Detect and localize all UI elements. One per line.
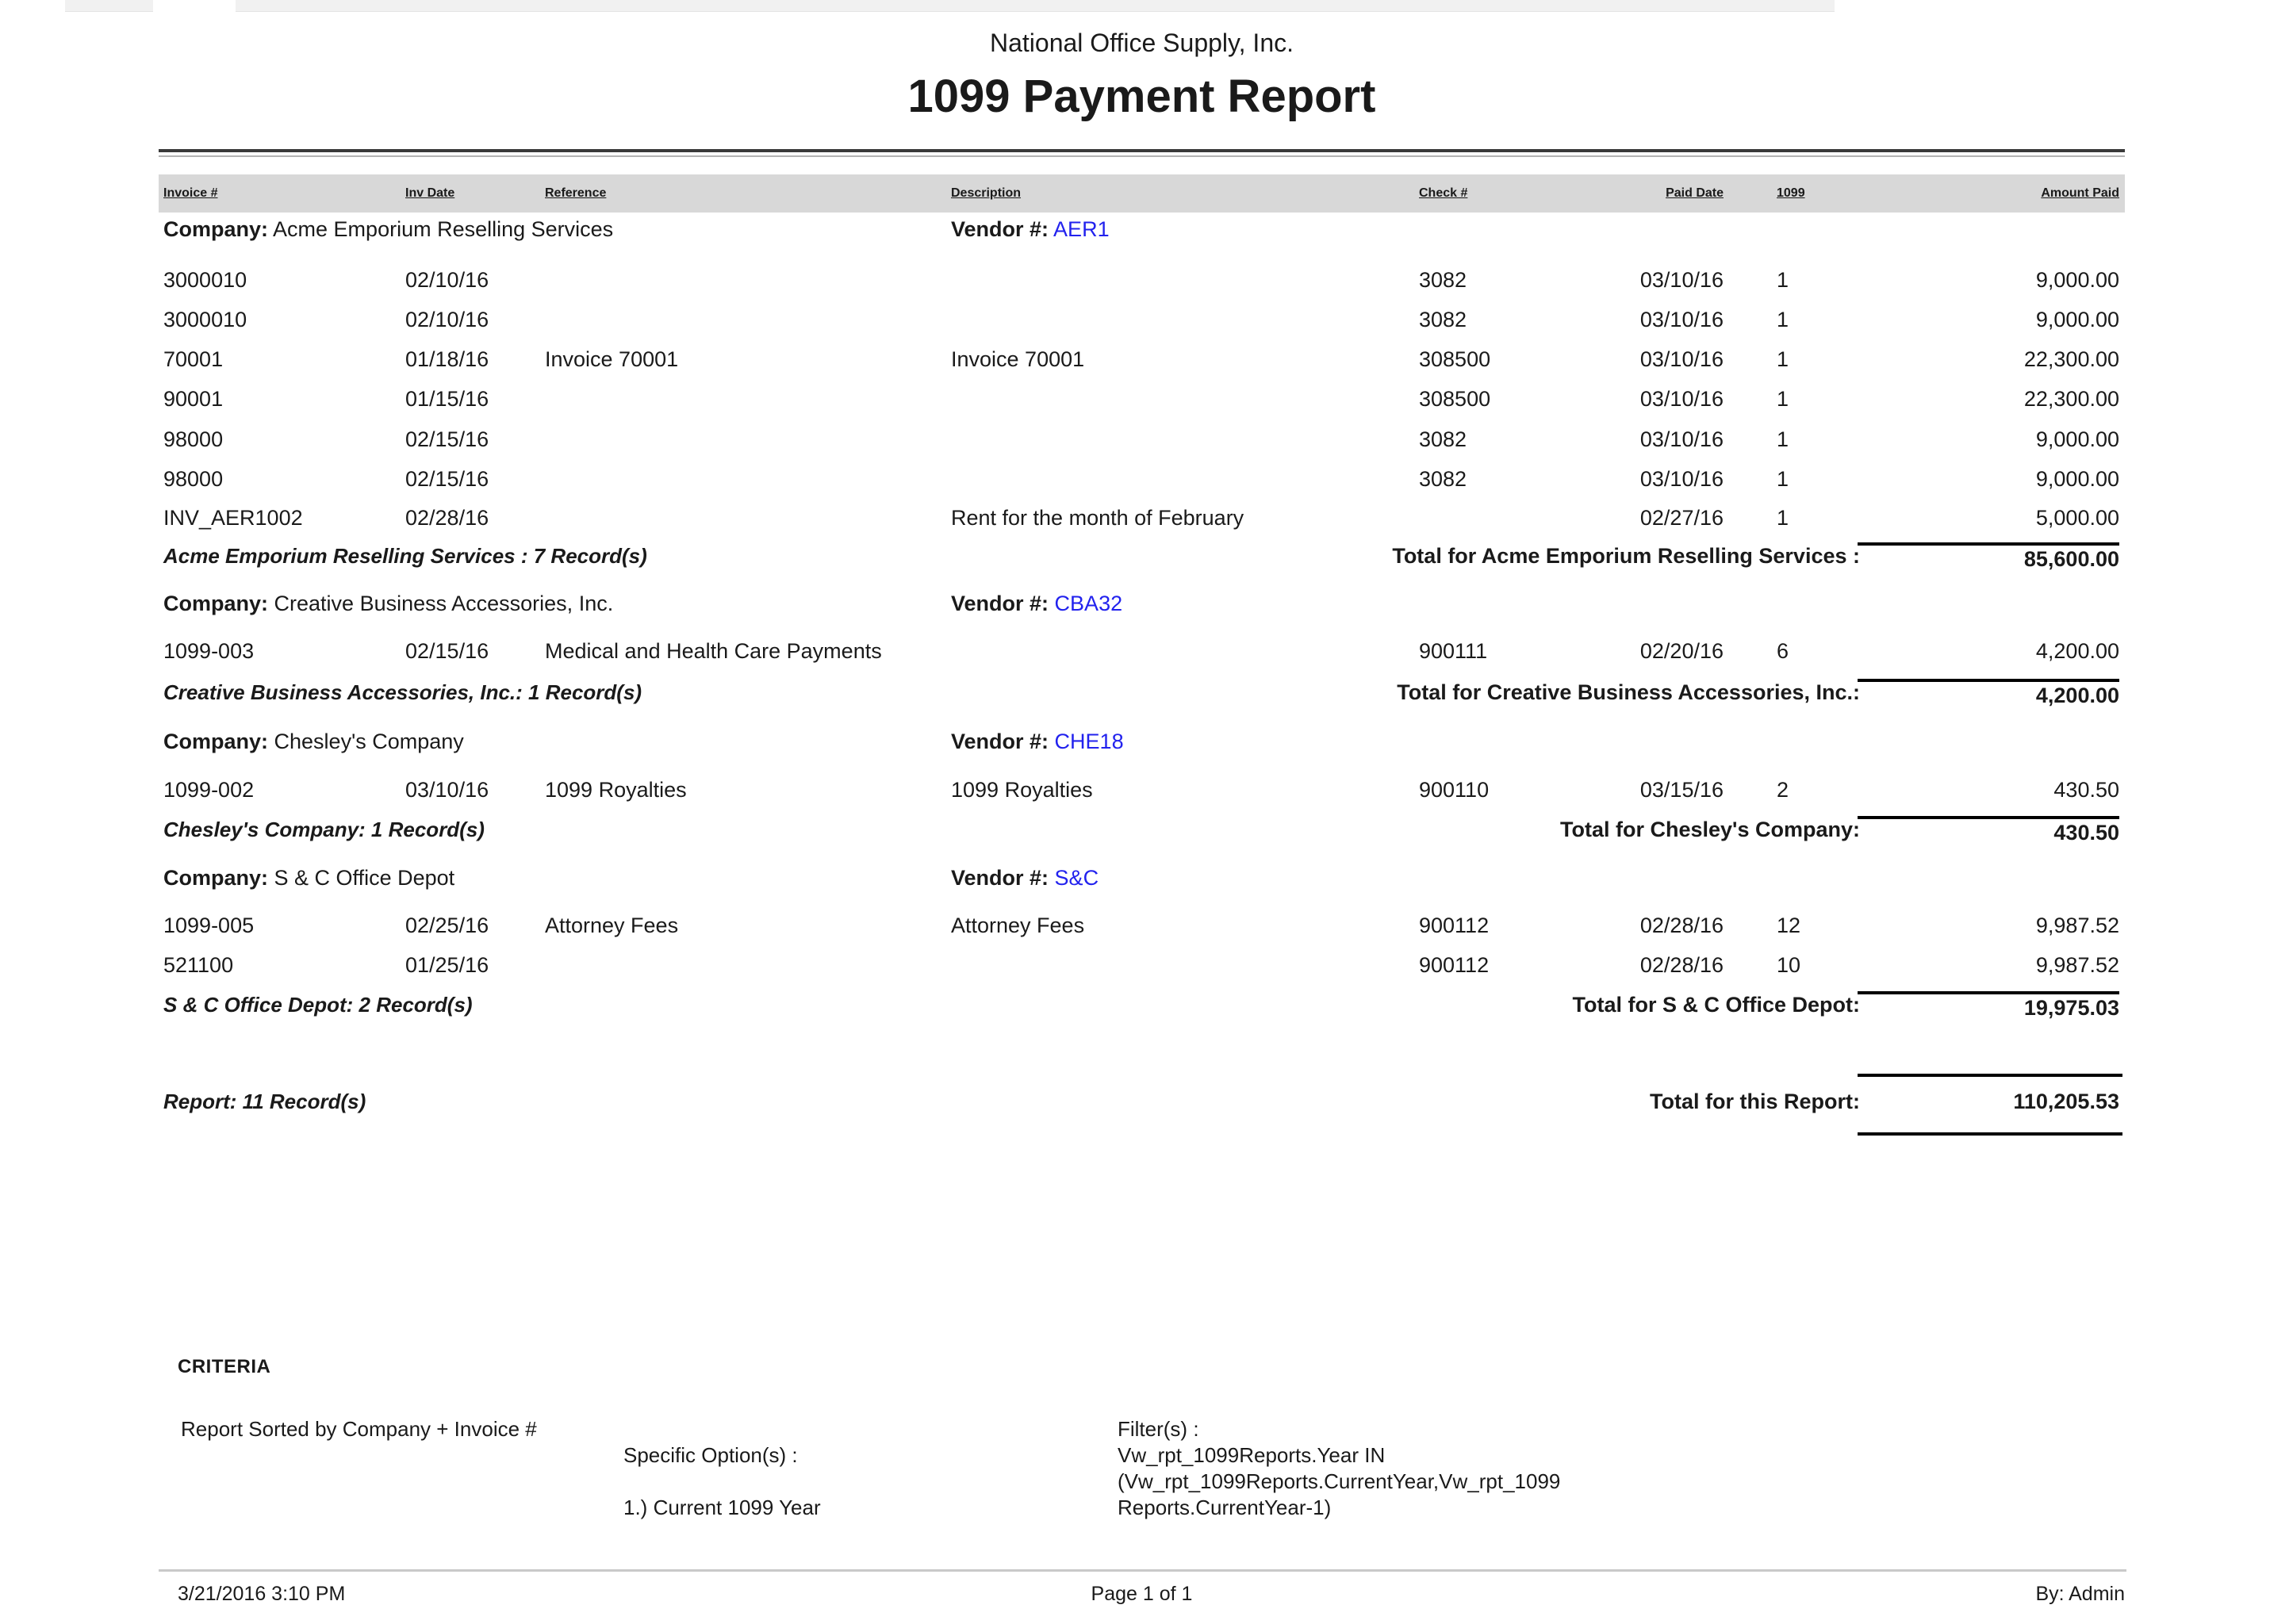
col-header-paid-date: Paid Date — [1666, 186, 1724, 200]
cell-paid-date: 03/10/16 — [1639, 268, 1724, 292]
company-label: Company: — [163, 866, 269, 890]
footer-rule — [159, 1569, 2126, 1572]
cell-check: 3082 — [1419, 427, 1467, 451]
cell-invoice: 98000 — [163, 427, 224, 451]
criteria-filters — [1118, 1416, 1625, 1521]
report-total-amount: 110,205.53 — [2013, 1090, 2119, 1113]
company-header — [159, 216, 2125, 243]
col-header-1099: 1099 — [1777, 186, 1805, 200]
cell-reference: Medical and Health Care Payments — [545, 639, 882, 663]
cell-check: 900112 — [1419, 914, 1490, 937]
group-total-label: Total for Chesley's Company: — [1560, 818, 1860, 841]
cell-description: Rent for the month of February — [951, 506, 1244, 530]
col-header-description: Description — [951, 186, 1022, 200]
vendor-label: Vendor #: — [951, 730, 1049, 753]
cell-amount: 9,987.52 — [2035, 953, 2119, 977]
cell-invoice: 1099-002 — [163, 778, 255, 802]
table-row — [159, 952, 2125, 979]
cell-invoice: INV_AER1002 — [163, 506, 303, 530]
cell-check: 3082 — [1419, 268, 1467, 292]
cell-amount: 9,987.52 — [2035, 914, 2119, 937]
criteria-options-label: Specific Option(s) : — [623, 1443, 798, 1467]
company-header — [159, 864, 2125, 891]
table-row — [159, 266, 2125, 293]
cell-inv-date: 03/10/16 — [405, 778, 489, 802]
group-record-count: Acme Emporium Reselling Services : 7 Record(s) — [163, 544, 647, 568]
group-subtotal-row — [159, 816, 2125, 843]
cell-1099: 1 — [1777, 506, 1789, 530]
cell-inv-date: 01/15/16 — [405, 387, 489, 411]
report-record-count: Report: 11 Record(s) — [163, 1090, 366, 1113]
criteria-option-item: 1.) Current 1099 Year — [623, 1496, 821, 1519]
criteria-filter-line: (Vw_rpt_1099Reports.CurrentYear,Vw_rpt_1099 — [1118, 1469, 1561, 1493]
cell-1099: 2 — [1777, 778, 1789, 802]
cell-invoice: 1099-005 — [163, 914, 255, 937]
cell-inv-date: 02/10/16 — [405, 268, 489, 292]
cell-check: 900112 — [1419, 953, 1490, 977]
cell-amount: 22,300.00 — [2023, 387, 2119, 411]
cell-amount: 4,200.00 — [2035, 639, 2119, 663]
cell-invoice: 521100 — [163, 953, 234, 977]
cell-amount: 5,000.00 — [2035, 506, 2119, 530]
cell-invoice: 98000 — [163, 467, 224, 491]
cell-1099: 1 — [1777, 347, 1789, 371]
cell-1099: 6 — [1777, 639, 1789, 663]
group-total-label: Total for Acme Emporium Reselling Services : — [1392, 544, 1860, 568]
group-total-label: Total for S & C Office Depot: — [1572, 993, 1860, 1017]
company-name: Company: Acme Emporium Reselling Services — [163, 217, 614, 241]
cell-check: 308500 — [1419, 387, 1491, 411]
col-header-check: Check # — [1419, 186, 1468, 200]
criteria-filter-line: Reports.CurrentYear-1) — [1118, 1496, 1332, 1519]
company-title: National Office Supply, Inc. — [989, 29, 1294, 57]
group-total-amount: 430.50 — [1858, 816, 2119, 846]
criteria-filter-line: Vw_rpt_1099Reports.Year IN — [1118, 1443, 1386, 1467]
company-name: Company: S & C Office Depot — [163, 866, 455, 890]
company-name: Company: Creative Business Accessories, Inc. — [163, 592, 614, 615]
cell-inv-date: 01/18/16 — [405, 347, 489, 371]
criteria-sort: Report Sorted by Company + Invoice # — [181, 1417, 537, 1441]
header-rule-shadow — [159, 155, 2125, 157]
cell-paid-date: 02/28/16 — [1639, 953, 1724, 977]
table-row — [159, 306, 2125, 333]
table-row — [159, 346, 2125, 373]
cell-paid-date: 02/20/16 — [1639, 639, 1724, 663]
criteria-options — [623, 1416, 821, 1547]
vendor-label: Vendor #: — [951, 217, 1049, 241]
cell-invoice: 3000010 — [163, 308, 247, 331]
cell-check: 3082 — [1419, 308, 1467, 331]
table-row — [159, 912, 2125, 939]
cell-paid-date: 02/27/16 — [1639, 506, 1724, 530]
app-chrome-tab-notch — [153, 0, 236, 12]
cell-inv-date: 02/15/16 — [405, 427, 489, 451]
cell-invoice: 1099-003 — [163, 639, 255, 663]
cell-paid-date: 03/10/16 — [1639, 387, 1724, 411]
cell-description: 1099 Royalties — [951, 778, 1093, 802]
group-record-count: Creative Business Accessories, Inc.: 1 Record(s) — [163, 680, 642, 704]
cell-check: 308500 — [1419, 347, 1491, 371]
company-header — [159, 728, 2125, 755]
company-header — [159, 590, 2125, 617]
col-header-inv-date: Inv Date — [405, 186, 455, 200]
group-subtotal-row — [159, 679, 2125, 706]
report-total-label: Total for this Report: — [1650, 1090, 1860, 1113]
vendor-number — [951, 216, 1110, 243]
cell-inv-date: 02/25/16 — [405, 914, 489, 937]
cell-inv-date: 02/28/16 — [405, 506, 489, 530]
cell-reference: 1099 Royalties — [545, 778, 687, 802]
group-record-count: Chesley's Company: 1 Record(s) — [163, 818, 485, 841]
cell-paid-date: 03/15/16 — [1639, 778, 1724, 802]
cell-amount: 9,000.00 — [2035, 427, 2119, 451]
cell-paid-date: 03/10/16 — [1639, 347, 1724, 371]
cell-amount: 430.50 — [2053, 778, 2119, 802]
cell-invoice: 90001 — [163, 387, 224, 411]
vendor-number — [951, 728, 1124, 755]
table-header-row — [159, 174, 2125, 213]
group-total-amount: 19,975.03 — [1858, 991, 2119, 1021]
page-title: 1099 Payment Report — [907, 71, 1376, 122]
vendor-label: Vendor #: — [951, 592, 1049, 615]
cell-check: 900110 — [1419, 778, 1490, 802]
criteria-filters-label: Filter(s) : — [1118, 1417, 1199, 1441]
table-row — [159, 638, 2125, 665]
group-subtotal-row — [159, 991, 2125, 1018]
cell-amount: 22,300.00 — [2023, 347, 2119, 371]
vendor-link[interactable]: S&C — [1054, 866, 1099, 890]
table-row — [159, 776, 2125, 803]
vendor-label: Vendor #: — [951, 866, 1049, 890]
app-chrome-remnant — [65, 0, 1835, 12]
footer-page-number: Page 1 of 1 — [1091, 1583, 1193, 1605]
cell-reference: Attorney Fees — [545, 914, 679, 937]
col-header-amount: Amount Paid — [2041, 186, 2119, 200]
cell-paid-date: 03/10/16 — [1639, 427, 1724, 451]
cell-amount: 9,000.00 — [2035, 467, 2119, 491]
cell-1099: 1 — [1777, 427, 1789, 451]
group-total-amount: 4,200.00 — [1858, 679, 2119, 709]
cell-1099: 1 — [1777, 387, 1789, 411]
vendor-number — [951, 590, 1122, 617]
cell-invoice: 3000010 — [163, 268, 247, 292]
cell-paid-date: 03/10/16 — [1639, 308, 1724, 331]
cell-check: 3082 — [1419, 467, 1467, 491]
cell-reference: Invoice 70001 — [545, 347, 679, 371]
cell-invoice: 70001 — [163, 347, 224, 371]
cell-inv-date: 02/15/16 — [405, 639, 489, 663]
footer-datetime: 3/21/2016 3:10 PM — [178, 1583, 346, 1605]
table-row — [159, 385, 2125, 412]
cell-amount: 9,000.00 — [2035, 268, 2119, 292]
cell-check: 900111 — [1419, 639, 1488, 663]
cell-1099: 10 — [1777, 953, 1801, 977]
group-total-label: Total for Creative Business Accessories, Inc.: — [1397, 680, 1860, 704]
header-rule — [159, 149, 2125, 152]
cell-description: Attorney Fees — [951, 914, 1085, 937]
table-row — [159, 504, 2125, 531]
company-label: Company: — [163, 592, 269, 615]
vendor-number — [951, 864, 1099, 891]
report-total-row — [159, 1088, 2125, 1115]
cell-inv-date: 01/25/16 — [405, 953, 489, 977]
cell-inv-date: 02/10/16 — [405, 308, 489, 331]
cell-1099: 1 — [1777, 268, 1789, 292]
report-total-overline — [1858, 1074, 2122, 1077]
footer-author: By: Admin — [2035, 1583, 2125, 1605]
group-record-count: S & C Office Depot: 2 Record(s) — [163, 993, 473, 1017]
vendor-link[interactable]: CHE18 — [1054, 730, 1124, 753]
cell-1099: 12 — [1777, 914, 1801, 937]
company-label: Company: — [163, 217, 269, 241]
criteria-heading: CRITERIA — [178, 1356, 271, 1377]
table-row — [159, 426, 2125, 453]
company-name: Company: Chesley's Company — [163, 730, 464, 753]
group-total-amount: 85,600.00 — [1858, 542, 2119, 573]
vendor-link[interactable]: CBA32 — [1054, 592, 1123, 615]
company-label: Company: — [163, 730, 269, 753]
cell-paid-date: 02/28/16 — [1639, 914, 1724, 937]
table-row — [159, 465, 2125, 492]
vendor-link[interactable]: AER1 — [1053, 217, 1110, 241]
group-subtotal-row — [159, 542, 2125, 569]
col-header-reference: Reference — [545, 186, 607, 200]
cell-inv-date: 02/15/16 — [405, 467, 489, 491]
cell-description: Invoice 70001 — [951, 347, 1085, 371]
cell-paid-date: 03/10/16 — [1639, 467, 1724, 491]
cell-1099: 1 — [1777, 308, 1789, 331]
col-header-invoice: Invoice # — [163, 186, 218, 200]
cell-1099: 1 — [1777, 467, 1789, 491]
cell-amount: 9,000.00 — [2035, 308, 2119, 331]
report-total-underline — [1858, 1132, 2122, 1136]
